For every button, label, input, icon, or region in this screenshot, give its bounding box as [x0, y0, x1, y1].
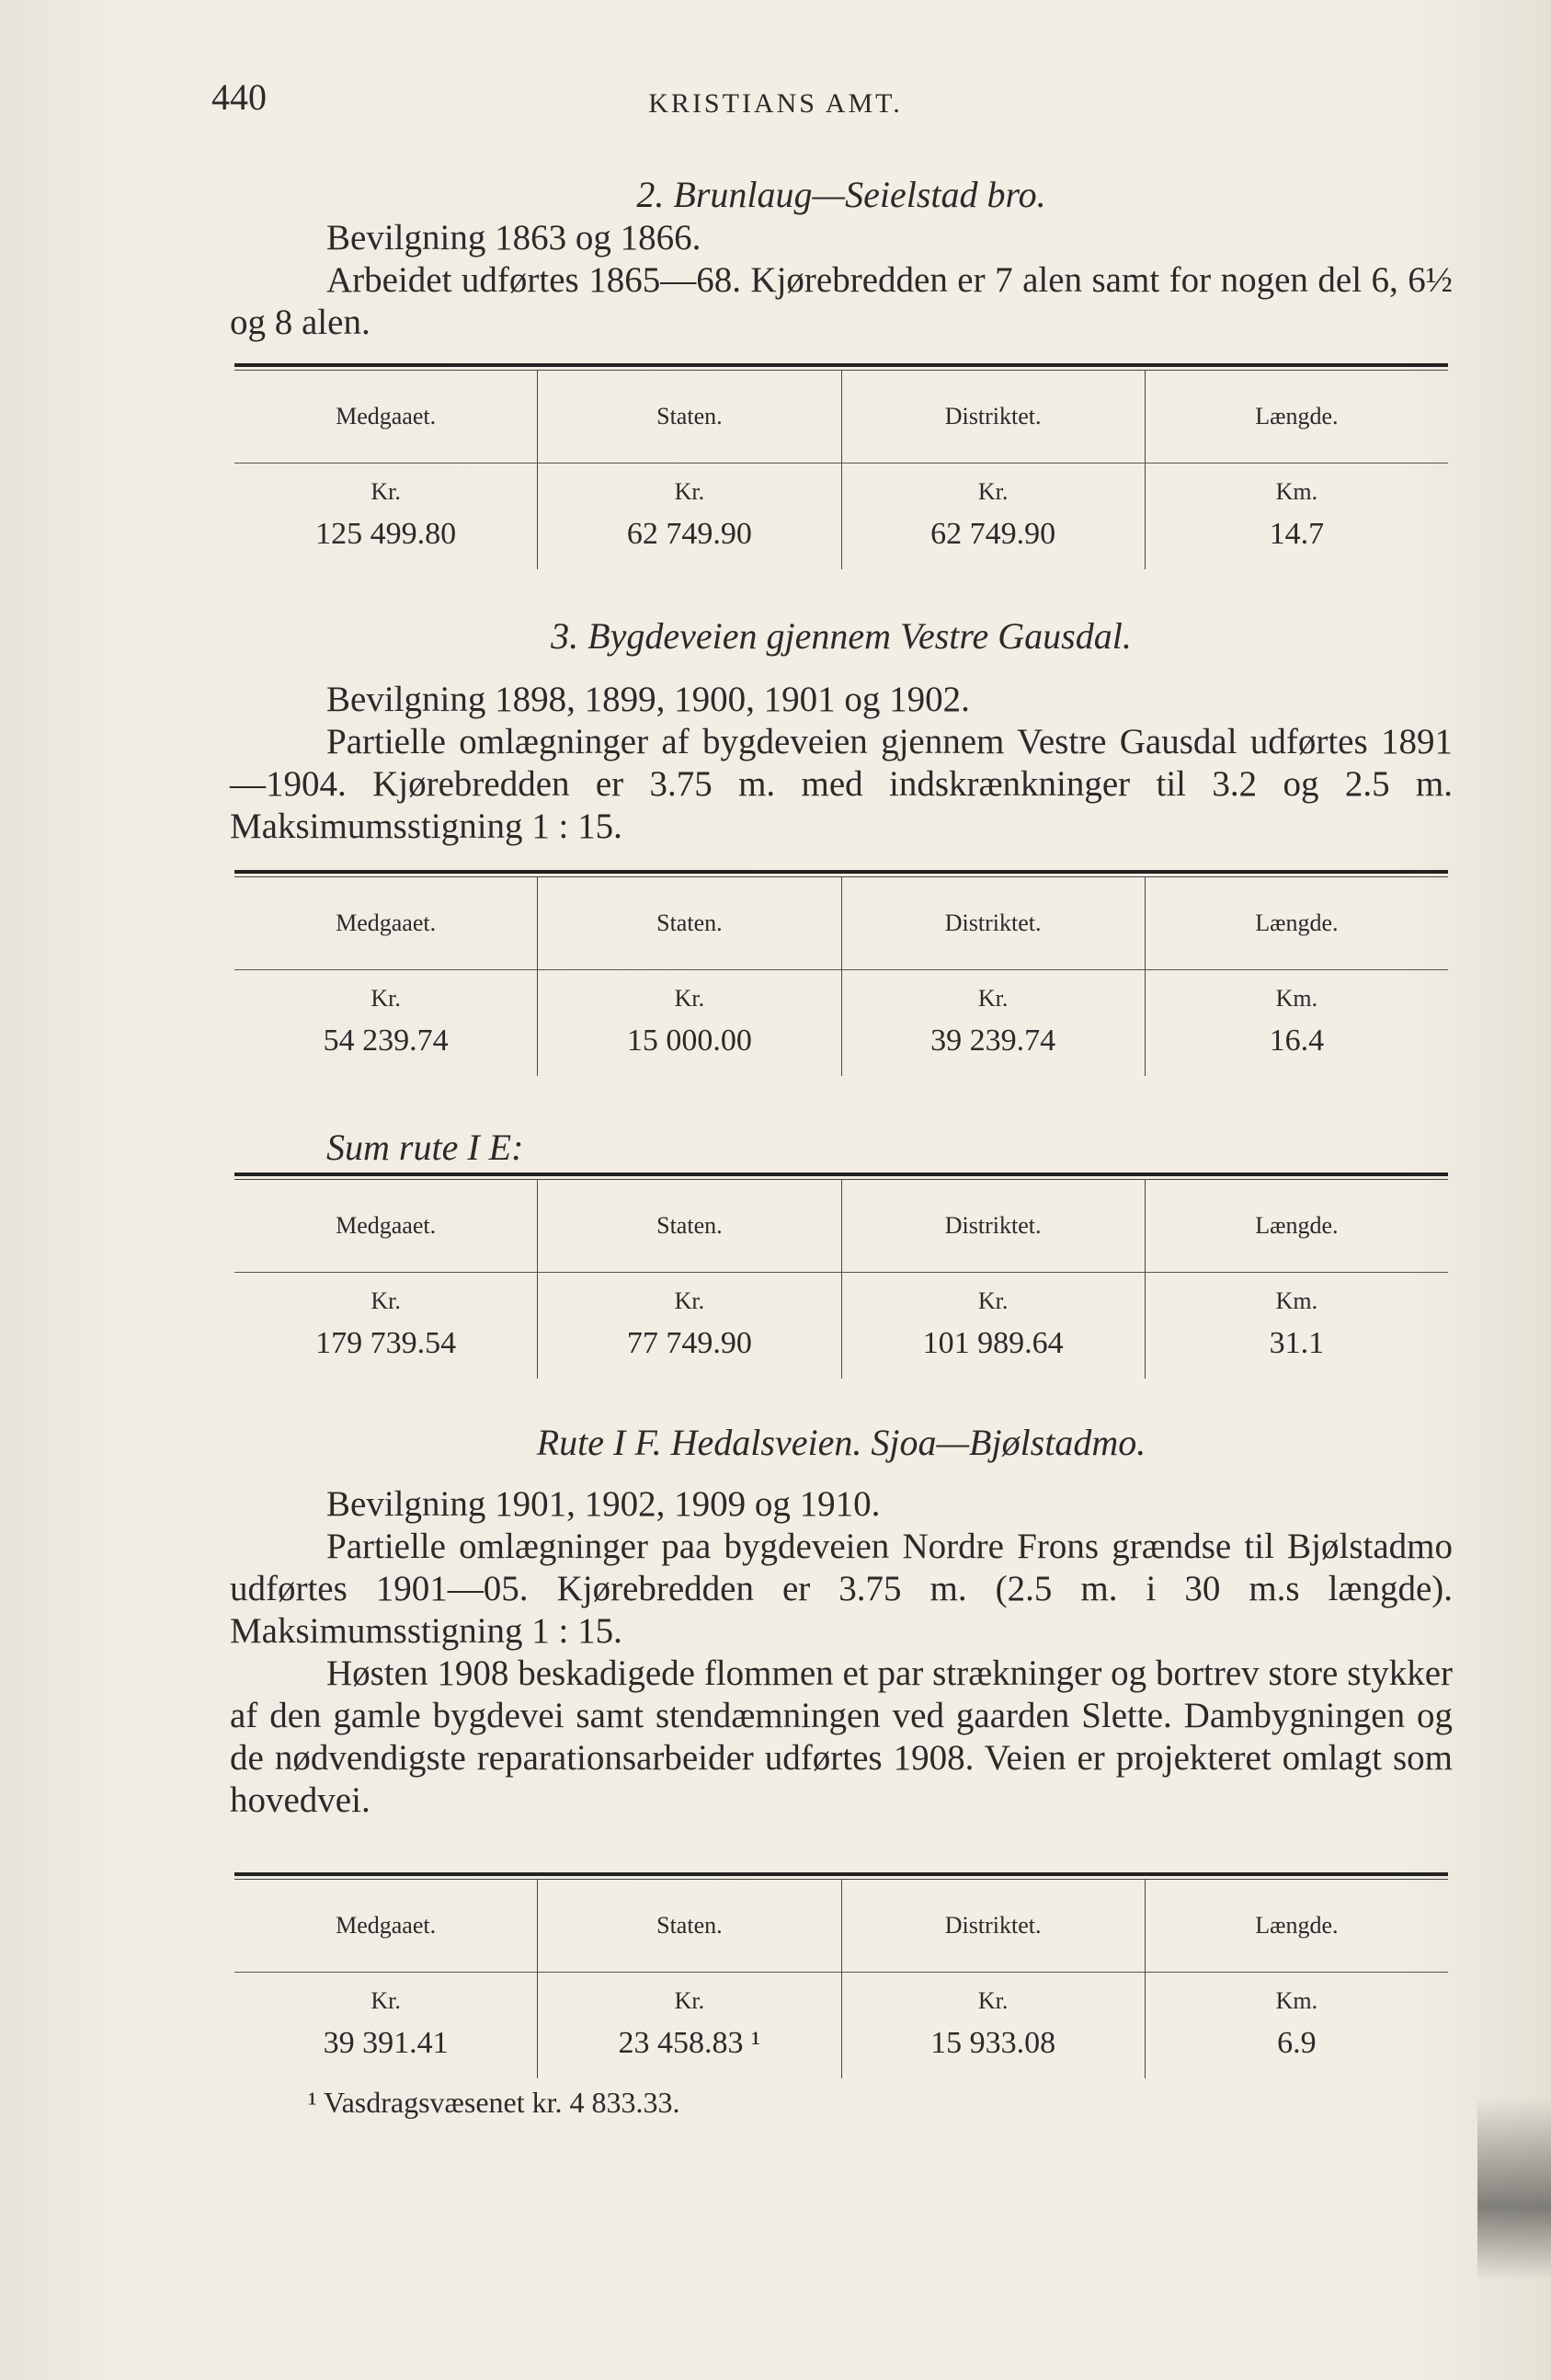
table-rule	[234, 870, 1448, 874]
cell-distriktet: Kr. 39 239.74	[841, 970, 1145, 1076]
col-medgaaet: Medgaaet.	[336, 910, 437, 936]
cell-medgaaet: Kr. 125 499.80	[315, 478, 457, 551]
col-laengde: Længde.	[1145, 877, 1448, 969]
cell-staten: Kr. 15 000.00	[537, 970, 840, 1076]
footnote: ¹ Vasdragsvæsenet kr. 4 833.33.	[308, 2086, 680, 2119]
table-row	[234, 463, 1448, 569]
section-3-line-1: Bevilgning 1898, 1899, 1900, 1901 og 1902.	[326, 680, 970, 719]
section-2-line-2: Arbeidet udførtes 1865—68. Kjørebredden er 7 alen samt for nogen del 6, 6½ og 8 alen.	[230, 260, 1453, 342]
route-f-text	[230, 1483, 1453, 1822]
cell-laengde: Km. 6.9	[1145, 1973, 1448, 2078]
col-medgaaet: Medgaaet.	[336, 1912, 437, 1939]
col-distriktet: Distriktet.	[841, 371, 1145, 463]
table-row	[234, 1273, 1448, 1379]
col-distriktet: Distriktet.	[841, 1880, 1145, 1972]
col-distriktet: Distriktet.	[841, 877, 1145, 969]
table-row	[234, 1973, 1448, 2078]
cell-staten: Kr. 62 749.90	[537, 463, 840, 569]
route-f-line-2: Partielle omlægninger paa bygdeveien Nordre Frons grændse til Bjølstadmo udførtes 1901—05. Kjørebredden er 3.75 m. (2.5 m. i 30 m.s længde). Maksimumsstigning 1 : 15.	[230, 1527, 1453, 1651]
section-2-table	[234, 363, 1448, 569]
cell-staten: Kr. 23 458.83 ¹	[537, 1973, 840, 2078]
col-staten: Staten.	[537, 877, 840, 969]
col-staten: Staten.	[537, 1880, 840, 1972]
table-header-row	[234, 1880, 1448, 1973]
route-f-line-3: Høsten 1908 beskadigede flommen et par strækninger og bortrev store stykker af den gamle bygdevei samt stendæmningen ved gaarden Slette. Dambygningen og de nødvendigste reparationsarbeider udførtes 1908. Veien er projekteret omlagt som hovedvei.	[230, 1653, 1453, 1820]
table-rule	[234, 363, 1448, 367]
route-f-table	[234, 1872, 1448, 2078]
cell-distriktet: Kr. 101 989.64	[841, 1273, 1145, 1379]
table-rule	[234, 1872, 1448, 1876]
sum-table	[234, 1173, 1448, 1379]
route-f-heading: Rute I F. Hedalsveien. Sjoa—Bjølstadmo.	[536, 1422, 1146, 1463]
cell-medgaaet: Kr. 179 739.54	[315, 1287, 457, 1360]
cell-staten: Kr. 77 749.90	[537, 1273, 840, 1379]
sum-heading: Sum rute I E:	[326, 1127, 524, 1168]
cell-laengde: Km. 31.1	[1145, 1273, 1448, 1379]
col-distriktet: Distriktet.	[841, 1180, 1145, 1272]
section-3-text	[230, 679, 1453, 848]
section-2-line-1: Bevilgning 1863 og 1866.	[326, 218, 701, 257]
col-laengde: Længde.	[1145, 371, 1448, 463]
page-number: 440	[211, 76, 267, 118]
section-3-line-2: Partielle omlægninger af bygdeveien gjennem Vestre Gausdal udførtes 1891—1904. Kjørebredden er 3.75 m. med indskrænkninger til 3.2 og 2.5 m. Maksimumsstigning 1 : 15.	[230, 722, 1453, 846]
table-rule	[234, 1173, 1448, 1176]
col-laengde: Længde.	[1145, 1880, 1448, 1972]
table-header-row	[234, 877, 1448, 970]
cell-laengde: Km. 14.7	[1145, 463, 1448, 569]
col-staten: Staten.	[537, 1180, 840, 1272]
section-3-table	[234, 870, 1448, 1076]
cell-medgaaet: Kr. 39 391.41	[323, 1987, 449, 2060]
route-f-line-1: Bevilgning 1901, 1902, 1909 og 1910.	[326, 1484, 881, 1524]
cell-distriktet: Kr. 15 933.08	[841, 1973, 1145, 2078]
table-row	[234, 970, 1448, 1076]
col-medgaaet: Medgaaet.	[336, 403, 437, 429]
scan-edge-shadow	[1477, 2097, 1551, 2281]
cell-medgaaet: Kr. 54 239.74	[323, 985, 449, 1058]
section-2-text	[230, 217, 1453, 344]
cell-distriktet: Kr. 62 749.90	[841, 463, 1145, 569]
section-2-heading: 2. Brunlaug—Seielstad bro.	[636, 174, 1046, 215]
col-staten: Staten.	[537, 371, 840, 463]
col-medgaaet: Medgaaet.	[336, 1212, 437, 1239]
running-title: KRISTIANS AMT.	[648, 88, 903, 119]
table-header-row	[234, 371, 1448, 463]
table-header-row	[234, 1180, 1448, 1273]
cell-laengde: Km. 16.4	[1145, 970, 1448, 1076]
section-3-heading: 3. Bygdeveien gjennem Vestre Gausdal.	[551, 615, 1132, 657]
col-laengde: Længde.	[1145, 1180, 1448, 1272]
